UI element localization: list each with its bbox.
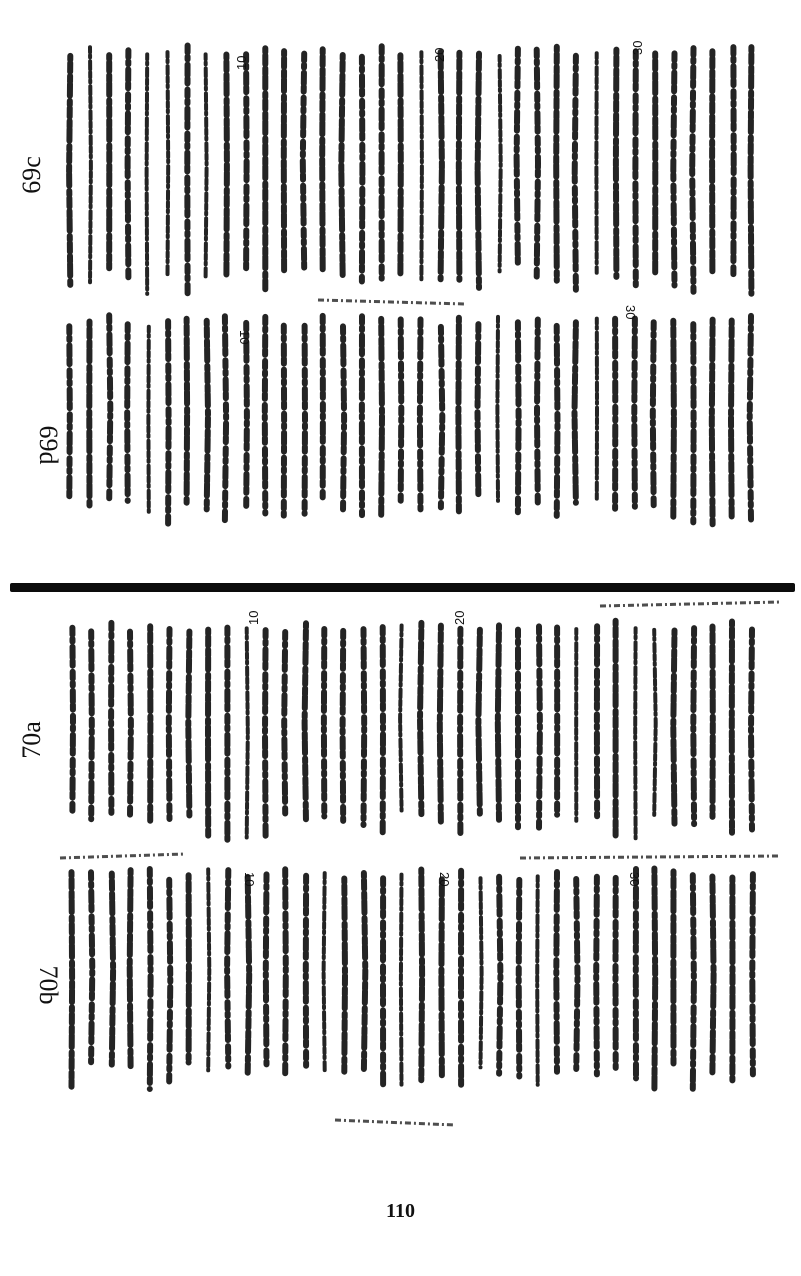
line-number: 20 (452, 610, 467, 625)
script-line (168, 321, 169, 523)
script-line (421, 52, 422, 279)
line-number: 10 (237, 330, 252, 345)
script-line (284, 632, 285, 814)
script-line (72, 872, 73, 1087)
script-line (576, 879, 577, 1074)
script-line (497, 317, 498, 501)
folio-label-69c: 69c (17, 156, 46, 194)
script-line (481, 878, 482, 1067)
script-line (207, 321, 208, 510)
script-line (90, 47, 91, 285)
rubric-ornament (600, 602, 780, 606)
script-line (344, 879, 345, 1072)
divider-rule (10, 583, 795, 592)
script-line (421, 870, 422, 1081)
script-line (441, 327, 442, 508)
script-line (343, 631, 344, 824)
script-line (519, 880, 520, 1077)
script-line (226, 55, 227, 279)
script-line (227, 870, 228, 1066)
line-number: 20 (432, 47, 447, 62)
script-line (91, 631, 92, 819)
script-line (246, 323, 247, 510)
script-line (420, 623, 421, 814)
script-line (458, 318, 459, 512)
line-number: 30 (630, 40, 645, 55)
script-line (556, 872, 557, 1072)
script-line (498, 625, 499, 819)
script-line (712, 877, 713, 1073)
folio-label-70b: 70b (34, 965, 63, 1005)
upper-facsimile (69, 46, 751, 525)
folio-block-70a (72, 621, 752, 840)
script-line (265, 630, 266, 836)
rubric-ornament (318, 300, 465, 304)
script-line (69, 56, 70, 287)
script-line (459, 53, 460, 280)
script-line (751, 47, 752, 294)
rubric-ornament (520, 856, 780, 858)
line-number: 10 (234, 55, 249, 70)
script-line (557, 326, 558, 521)
script-line (206, 54, 207, 277)
script-line (539, 626, 540, 827)
script-line (128, 50, 129, 278)
script-line (187, 319, 188, 505)
script-line (341, 55, 342, 279)
script-line (575, 56, 576, 290)
script-line (188, 632, 189, 816)
script-line (303, 54, 304, 269)
folio-label-70a: 70a (17, 721, 46, 759)
folio-block-69c (69, 46, 751, 294)
script-line (69, 326, 70, 501)
script-line (127, 324, 128, 501)
script-line (324, 873, 325, 1070)
script-line (150, 869, 151, 1089)
script-line (285, 869, 286, 1073)
line-number: 10 (242, 872, 257, 887)
script-line (364, 629, 365, 825)
script-line (130, 632, 131, 817)
script-line (692, 48, 693, 292)
script-line (381, 319, 382, 515)
script-line (305, 623, 306, 822)
script-line (420, 319, 421, 511)
script-line (169, 629, 170, 821)
script-line (401, 875, 402, 1088)
script-line (72, 628, 73, 813)
folio-label-69d: 69d (34, 425, 63, 465)
script-line (478, 54, 479, 288)
script-line (478, 324, 479, 499)
line-number: 20 (437, 872, 452, 887)
script-line (265, 317, 266, 514)
script-line (500, 56, 501, 271)
script-line (751, 630, 752, 830)
script-line (112, 874, 113, 1065)
script-line (130, 870, 131, 1066)
script-line (499, 877, 500, 1074)
script-line (441, 879, 442, 1077)
script-line (401, 319, 402, 500)
script-line (362, 57, 363, 282)
script-line (147, 54, 148, 294)
script-line (556, 47, 557, 281)
script-line (616, 50, 617, 277)
folio-block-69d (69, 315, 751, 524)
script-line (693, 875, 694, 1089)
script-line (400, 626, 402, 813)
script-line (673, 321, 674, 519)
script-line (364, 873, 365, 1070)
script-line (91, 872, 92, 1067)
script-line (693, 628, 694, 824)
script-line (673, 631, 674, 824)
rubric-ornament (60, 854, 185, 858)
script-line (654, 869, 655, 1090)
script-line (537, 50, 538, 278)
script-line (322, 49, 323, 272)
folio-block-70b (72, 869, 753, 1090)
script-line (518, 322, 519, 513)
script-line (752, 874, 753, 1074)
script-line (537, 320, 538, 506)
script-line (731, 321, 732, 521)
script-line (575, 322, 576, 503)
script-line (208, 869, 209, 1070)
script-line (634, 319, 635, 507)
lower-facsimile (60, 602, 780, 1125)
script-line (441, 52, 442, 279)
script-line (673, 53, 674, 285)
script-line (248, 877, 250, 1073)
line-number: 10 (246, 610, 261, 625)
script-line (712, 320, 713, 525)
line-number: 30 (627, 872, 642, 887)
script-line (537, 876, 538, 1084)
script-line (168, 52, 169, 277)
script-line (225, 316, 226, 520)
script-line (246, 54, 247, 272)
script-line (169, 880, 170, 1082)
script-line (750, 316, 751, 520)
script-line (478, 630, 480, 816)
rubric-ornament (335, 1120, 455, 1125)
script-line (653, 322, 654, 506)
page-number: 110 (386, 1200, 415, 1222)
script-line (440, 626, 441, 825)
script-line (596, 877, 597, 1075)
script-line (517, 49, 518, 268)
script-line (247, 628, 248, 837)
script-line (266, 874, 267, 1065)
script-line (109, 315, 110, 501)
script-line (654, 630, 656, 817)
script-line (343, 326, 344, 511)
line-number: 30 (623, 305, 638, 320)
